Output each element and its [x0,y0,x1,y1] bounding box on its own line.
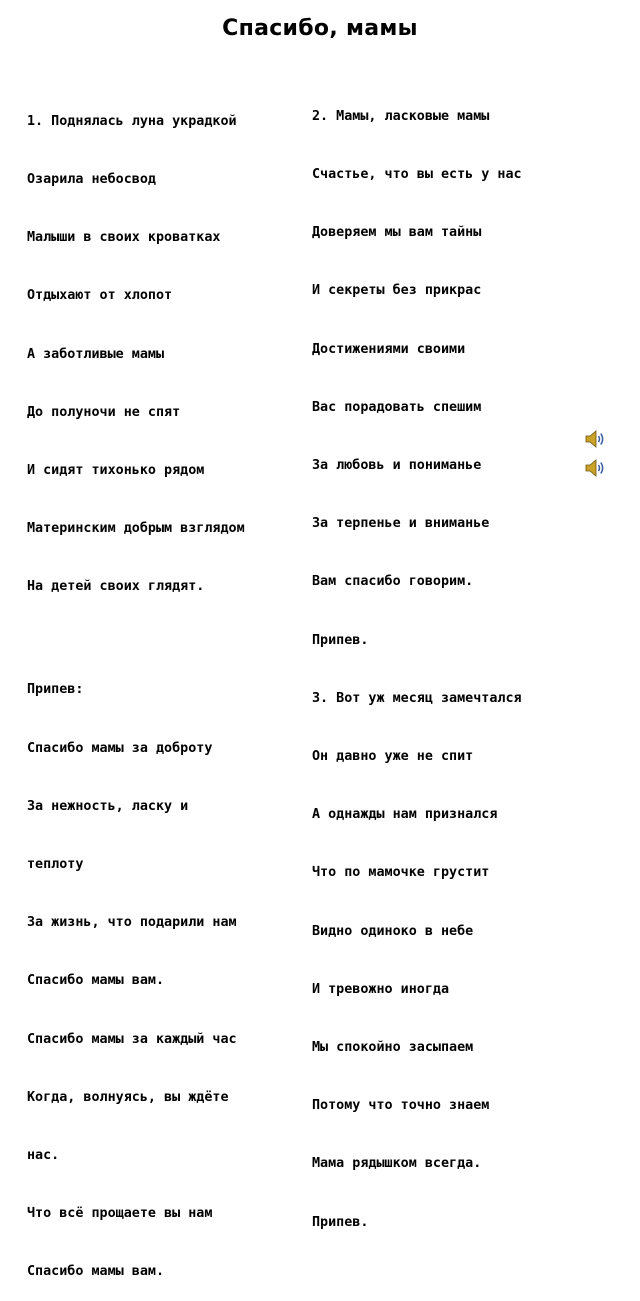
verse-line: Видно одиноко в небе [312,923,474,939]
verse-line: На детей своих глядят. [27,579,205,595]
verse-line: Материнским добрым взглядом [27,521,245,537]
verse-line: А однажды нам признался [312,807,498,823]
verse-line: И сидят тихонько рядом [27,463,205,479]
chorus-line: теплоту [27,857,84,873]
verse-line: Вам спасибо говорим. [312,574,474,590]
verse-line: Озарила небосвод [27,172,156,188]
chorus-reference: Припев. [312,1214,369,1230]
chorus-line: Что всё прощаете вы нам [27,1206,213,1222]
chorus-line: Спасибо мамы вам. [27,973,165,989]
page-title: Спасибо, мамы [222,16,418,41]
verse-line: За терпенье и вниманье [312,516,490,532]
verse-line: 3. Вот уж месяц замечтался [312,690,522,706]
verse-line: Отдыхают от хлопот [27,288,173,304]
verse-line: Мама рядышком всегда. [312,1156,482,1172]
chorus-line: За жизнь, что подарили нам [27,915,237,931]
chorus-line: За нежность, ласку и [27,798,189,814]
chorus-line: Припев: [27,682,84,698]
verse-line: Мы спокойно засыпаем [312,1040,474,1056]
verse-line: И секреты без прикрас [312,283,482,299]
stanza-gap [27,636,245,642]
speaker-icon[interactable] [584,428,606,450]
speaker-icon[interactable] [584,457,606,479]
verse-line: 2. Мамы, ласковые мамы [312,108,490,124]
verse-line: Доверяем мы вам тайны [312,225,482,241]
chorus-line: нас. [27,1148,60,1164]
verse-line: Достижениями своими [312,341,466,357]
verse-line: Вас порадовать спешим [312,399,482,415]
verse-line: 1. Поднялась луна украдкой [27,113,237,129]
chorus-line: Спасибо мамы за доброту [27,740,213,756]
chorus-reference: Припев. [312,632,369,648]
verse-line: Малыши в своих кроватках [27,230,221,246]
chorus-line: Спасибо мамы за каждый час [27,1031,237,1047]
verse-line: И тревожно иногда [312,981,450,997]
left-column [27,73,245,1301]
verse-line: Потому что точно знаем [312,1098,490,1114]
right-column [312,68,522,1251]
verse-line: А заботливые мамы [27,346,165,362]
chorus-line: Спасибо мамы вам. [27,1264,165,1280]
verse-line: За любовь и пониманье [312,458,482,474]
verse-line: Что по мамочке грустит [312,865,490,881]
verse-line: Он давно уже не спит [312,749,474,765]
chorus-line: Когда, волнуясь, вы ждёте [27,1089,229,1105]
verse-line: Счастье, что вы есть у нас [312,167,522,183]
verse-line: До полуночи не спят [27,404,181,420]
